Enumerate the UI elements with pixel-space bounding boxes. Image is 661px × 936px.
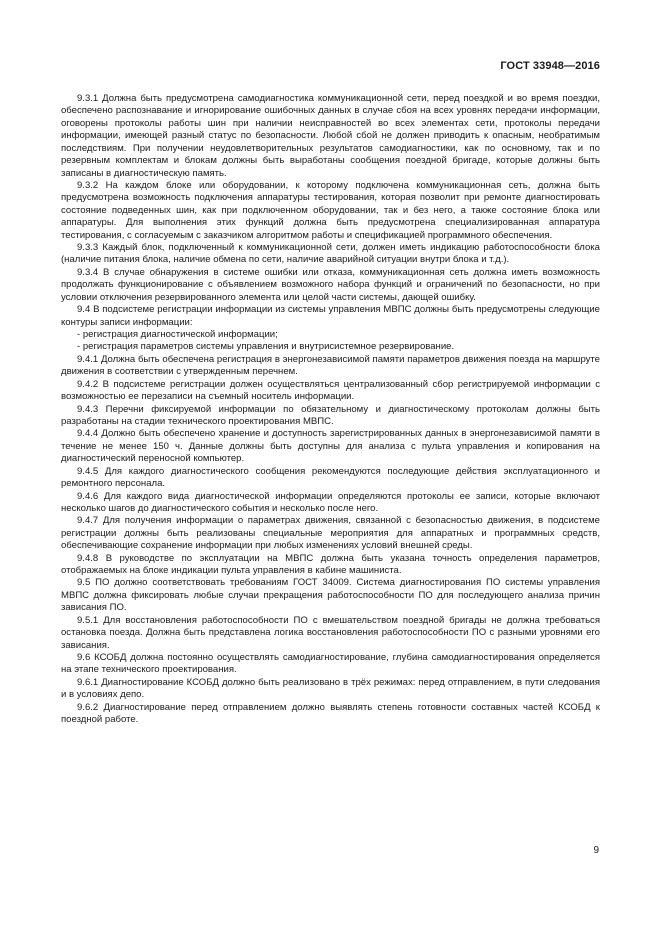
page-number: 9 (593, 845, 599, 856)
paragraph-9-4-2: 9.4.2 В подсистеме регистрации должен осуществляться централизованный сбор регистрируемой информации с возможностью ее перезаписи на съемный носитель информации. (61, 378, 600, 403)
paragraph-9-6: 9.6 КСОБД должна постоянно осуществлять самодиагностирование, глубина самодиагностирования определяется на этапе технического проектирования. (61, 651, 600, 676)
paragraph-9-4: 9.4 В подсистеме регистрации информации из системы управления МВПС должны быть предусмотрены следующие контуры записи информации: (61, 304, 600, 328)
list-item: - регистрация параметров системы управления и внутрисистемное резервирование. (77, 341, 455, 353)
paragraph-9-3-4: 9.3.4 В случае обнаружения в системе ошибки или отказа, коммуникационная сеть должна иметь возможность продолжать функционирование с объявлением возможного набора функций и ограничений по безопасности, но при условии отключения резервированного элемента или целой части системы, дающей ошибку. (61, 266, 600, 303)
document-header: ГОСТ 33948—2016 (500, 60, 600, 72)
paragraph-9-4-5: 9.4.5 Для каждого диагностического сообщения рекомендуются последующие действия эксплуатационного и ремонтного персонала. (61, 465, 600, 490)
paragraph-9-4-6: 9.4.6 Для каждого вида диагностической информации определяются протоколы ее записи, которые включают несколько шагов до диагностического события и несколько после него. (61, 490, 600, 514)
paragraph-9-3-2: 9.3.2 На каждом блоке или оборудовании, к которому подключена коммуникационная сеть, должна быть предусмотрена возможность подключения аппаратуры тестирования, которая позволит при ремонте диагностировать состояние подведенных шин, как при подключенном оборудовании, так и без него, а также состояние блока или аппаратуры. Для выполнения этих функций должна быть предусмотрена специализированная аппаратура тестирования, с согласуемым с заказчиком алгоритмом работы и спецификацией программного обеспечения. (61, 179, 600, 241)
paragraph-9-4-8: 9.4.8 В руководстве по эксплуатации на МВПС должна быть указана точность определения параметров, отображаемых на блоке индикации пульта управления в кабине машиниста. (61, 552, 600, 577)
paragraph-9-5: 9.5 ПО должно соответствовать требованиям ГОСТ 34009. Система диагностирования ПО системы управления МВПС должна фиксировать любые случаи прекращения работоспособности ПО для последующего анализа причин зависания ПО. (61, 577, 600, 614)
document-body (61, 93, 600, 727)
paragraph-9-5-1: 9.5.1 Для восстановления работоспособности ПО с вмешательством поездной бригады не должна требоваться остановка поезда. Должна быть представлена логика восстановления работоспособности ПО с разными уровнями его зависания. (61, 614, 600, 651)
paragraph-9-6-2: 9.6.2 Диагностирование перед отправлением должно выявлять степень готовности составных частей КСОБД к поездной работе. (61, 701, 600, 726)
paragraph-9-4-7: 9.4.7 Для получения информации о параметрах движения, связанной с безопасностью движения, в подсистеме регистрации должны быть реализованы специальные мероприятия для аппаратных и программных средств, обеспечивающие сохранение информации при любых изменениях условий внешней среды. (61, 515, 600, 552)
paragraph-9-3-1: 9.3.1 Должна быть предусмотрена самодиагностика коммуникационной сети, перед поездкой и во время поездки, обеспечено распознавание и игнорирование ошибочных данных в случае сбоя на всех уровнях передачи информации, оговорены протоколы работы шин при наличии неисправностей во всех элементах сети, протоколы передачи информации, имеющей разный статус по безопасности. Любой сбой не должен приводить к опасным, необратимым последствиям. При получении неудовлетворительных результатов самодиагностики, как по основному, так и по резервным комплектам и блокам должны быть выработаны сообщения поездной бригаде, которые должны быть записаны в диагностическую память. (61, 93, 600, 179)
list-item: - регистрация диагностической информации; (77, 329, 278, 341)
paragraph-9-4-1: 9.4.1 Должна быть обеспечена регистрация в энергонезависимой памяти параметров движения поезда на маршруте движения в соответствии с утвержденным перечнем. (61, 353, 600, 378)
paragraph-9-4-3: 9.4.3 Перечни фиксируемой информации по обязательному и диагностическому протоколам должны быть разработаны на стадии технического проектирования МВПС. (61, 403, 600, 427)
paragraph-9-4-4: 9.4.4 Должно быть обеспечено хранение и доступность зарегистрированных данных в энергонезависимой памяти в течение не менее 150 ч. Данные должны быть доступны для анализа с пульта управления и копирования на диагностический переносной компьютер. (61, 428, 600, 465)
paragraph-9-3-3: 9.3.3 Каждый блок, подключенный к коммуникационной сети, должен иметь индикацию работоспособности блока (наличие питания блока, наличие обмена по сети, наличие аварийной ситуации внутри блока и т.д.). (61, 242, 600, 266)
paragraph-9-6-1: 9.6.1 Диагностирование КСОБД должно быть реализовано в трёх режимах: перед отправлением, в пути следования и в условиях депо. (61, 676, 600, 701)
